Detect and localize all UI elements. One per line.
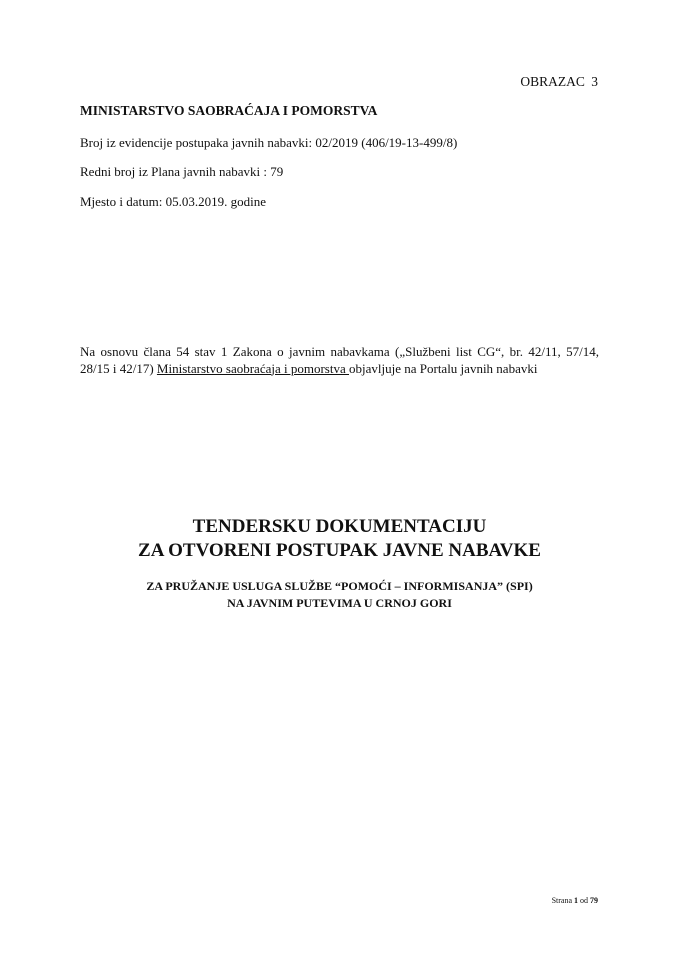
page-footer xyxy=(552,896,598,905)
page-word: Strana xyxy=(551,896,574,905)
form-label: OBRAZAC 3 xyxy=(520,74,598,89)
of-word: od xyxy=(578,896,590,905)
intro-ministry-underlined: Ministarstvo saobraćaja i pomorstva xyxy=(156,360,349,376)
document-title xyxy=(0,515,679,563)
intro-paragraph xyxy=(80,344,599,377)
page-number: 1 xyxy=(574,896,578,905)
intro-text-before: Na osnovu člana 54 stav 1 Zakona o javnim nabavkama („Službeni list CG“, br. 42/11, 57/14, 28/15 i 42/17) xyxy=(80,344,599,376)
plan-number: Redni broj iz Plana javnih nabavki : 79 xyxy=(80,164,284,179)
ministry-name: MINISTARSTVO SAOBRAĆAJA I POMORSTVA xyxy=(80,103,378,118)
subtitle-line-1: ZA PRUŽANJE USLUGA SLUŽBE “POMOĆI – INFORMISANJA” (SPI) xyxy=(146,579,533,593)
place-and-date: Mjesto i datum: 05.03.2019. godine xyxy=(80,194,266,209)
total-pages: 79 xyxy=(590,896,598,905)
subtitle-line-2: NA JAVNIM PUTEVIMA U CRNOJ GORI xyxy=(227,596,452,610)
title-line-2: ZA OTVORENI POSTUPAK JAVNE NABAVKE xyxy=(138,540,541,561)
intro-text-after: objavljuje na Portalu javnih nabavki xyxy=(349,360,538,376)
document-subtitle xyxy=(0,578,679,612)
title-line-1: TENDERSKU DOKUMENTACIJU xyxy=(192,516,487,537)
procurement-record-number: Broj iz evidencije postupaka javnih nabavki: 02/2019 (406/19-13-499/8) xyxy=(80,135,458,150)
